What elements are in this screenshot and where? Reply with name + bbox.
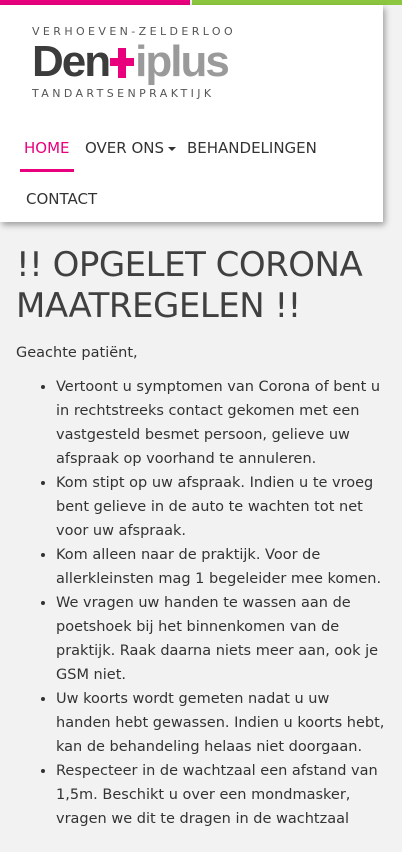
list-item: • Respecteer in de wachtzaal een afstand van 1,5m. Beschikt u over een mondmasker, vragen we dit te dragen in de wachtzaal	[56, 759, 388, 831]
nav-behandelingen[interactable]: BEHANDELINGEN	[187, 139, 317, 157]
logo-brand-dark: Den	[32, 37, 110, 86]
list-item: • Uw koorts wordt gemeten nadat u uw handen hebt gewassen. Indien u koorts hebt, kan de behandeling helaas niet doorgaan.	[56, 687, 388, 759]
logo-line-bottom: TANDARTSENPRAKTIJK	[32, 87, 215, 100]
logo-line-top: VERHOEVEN-ZELDERLOO	[32, 25, 237, 38]
logo-brand-light: iplus	[135, 37, 228, 86]
nav-contact[interactable]: CONTACT	[26, 190, 98, 208]
nav-home[interactable]: HOME	[24, 139, 70, 157]
nav-over-ons[interactable]	[85, 139, 176, 157]
nav-home-active-indicator	[20, 169, 74, 172]
list-item: • We vragen uw handen te wassen aan de poetshoek bij het binnenkomen van de praktijk. Raak daarna niets meer aan, ook je GSM niet.	[56, 591, 388, 687]
main-nav	[0, 0, 383, 222]
list-item: • Vertoont u symptomen van Corona of bent u in rechtstreeks contact gekomen met een vastgesteld besmet persoon, gelieve uw afspraak op voorhand te annuleren.	[56, 375, 388, 471]
list-item: • Kom alleen naar de praktijk. Voor de allerkleinsten mag 1 begeleider mee komen.	[56, 543, 388, 591]
page-title: !! OPGELET CORONA MAATREGELEN !!	[16, 245, 363, 326]
measures-list	[16, 375, 388, 831]
main-content	[16, 245, 388, 831]
greeting: Geachte patiënt,	[16, 345, 138, 361]
nav-over-ons-label: OVER ONS	[85, 139, 165, 157]
list-item: • Kom stipt op uw afspraak. Indien u te vroeg bent gelieve in de auto te wachten tot net voor uw afspraak.	[56, 471, 388, 543]
caret-down-icon	[168, 147, 176, 151]
